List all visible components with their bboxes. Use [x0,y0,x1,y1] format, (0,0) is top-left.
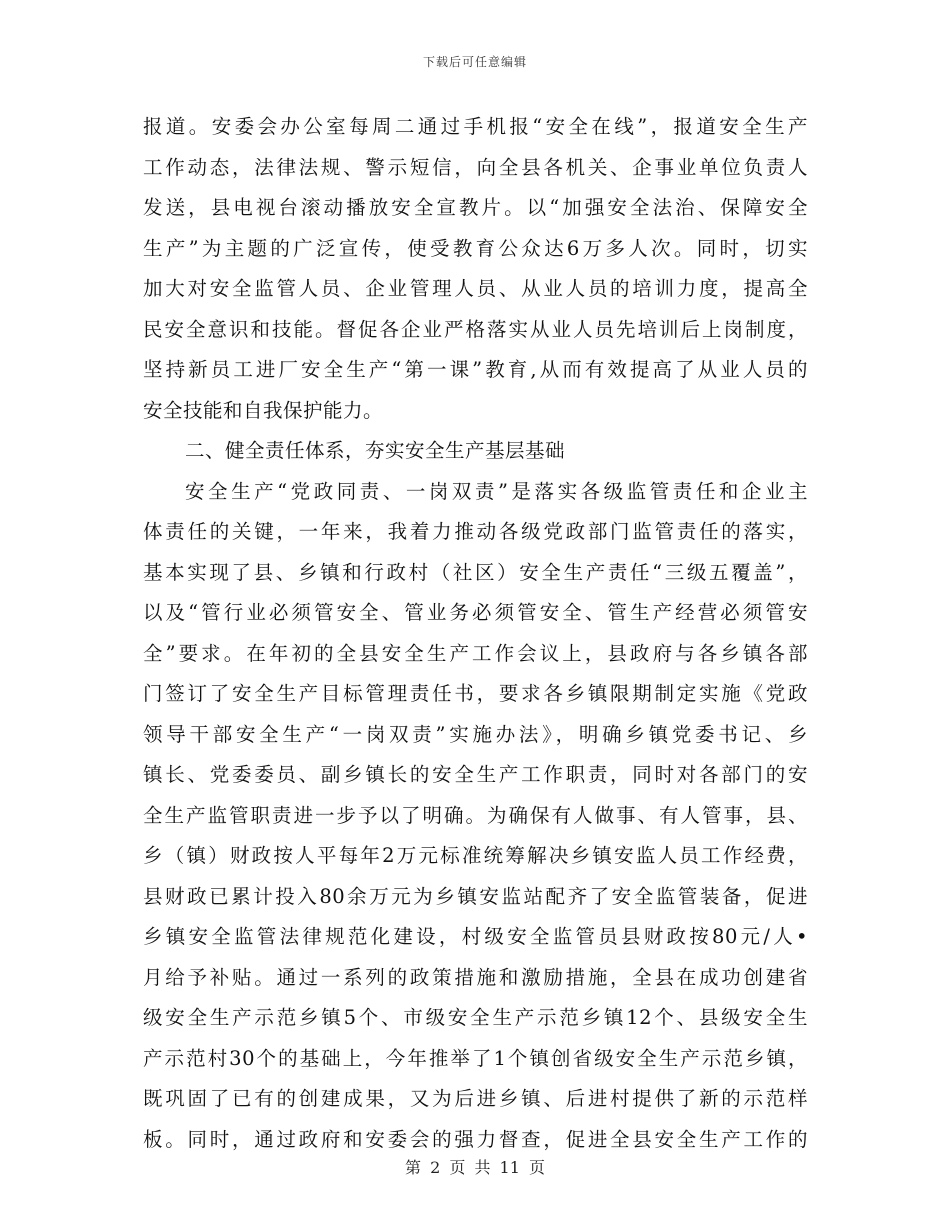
page-header: 下载后可任意编辑 [422,55,527,69]
text-line: 乡镇安全监管法律规范化建设，村级安全监管员县财政按80元/人• [143,925,808,948]
text-line: 产示范村30个的基础上，今年推举了1个镇创省级安全生产示范乡镇， [143,1046,808,1070]
text-line: 板。同时，通过政府和安委会的强力督查，促进全县安全生产工作的 [143,1127,808,1151]
text-line: 生产”为主题的广泛宣传，使受教育公众达6万多人次。同时，切实 [143,236,808,260]
text-line: 报道。安委会办公室每周二通过手机报“安全在线”，报道安全生产 [143,115,808,138]
text-line: 门签订了安全生产目标管理责任书，要求各乡镇限期制定实施《党政 [143,682,808,705]
text-line: 全”要求。在年初的全县安全生产工作会议上，县政府与各乡镇各部 [143,641,808,665]
text-line: 乡（镇）财政按人平每年2万元标准统筹解决乡镇安监人员工作经费， [143,844,808,867]
text-line: 县财政已累计投入80余万元为乡镇安监站配齐了安全监管装备，促进 [143,884,808,908]
text-line: 民安全意识和技能。督促各企业严格落实从业人员先培训后上岗制度， [143,317,808,341]
text-line: 发送，县电视台滚动播放安全宣教片。以“加强安全法治、保障安全 [143,196,808,219]
text-line: 安全技能和自我保护能力。 [143,398,384,422]
text-line: 级安全生产示范乡镇5个、市级安全生产示范乡镇12个、县级安全生 [143,1006,808,1029]
text-line: 全生产监管职责进一步予以了明确。为确保有人做事、有人管事，县、 [143,803,808,827]
page-number: 第 2 页 共 11 页 [405,1158,545,1177]
text-line: 工作动态，法律法规、警示短信，向全县各机关、企事业单位负责人 [143,155,808,179]
text-line: 体责任的关键，一年来，我着力推动各级党政部门监管责任的落实， [143,520,808,543]
text-line: 既巩固了已有的创建成果，又为后进乡镇、后进村提供了新的示范样 [143,1087,808,1110]
text-line: 领导干部安全生产“一岗双责”实施办法》，明确乡镇党委书记、乡 [143,722,808,746]
section-heading: 二、健全责任体系，夯实安全生产基层基础 [185,439,566,462]
text-line: 基本实现了县、乡镇和行政村（社区）安全生产责任“三级五覆盖”， [143,560,808,584]
text-line: 月给予补贴。通过一系列的政策措施和激励措施，全县在成功创建省 [143,965,808,989]
text-line: 以及“管行业必须管安全、管业务必须管安全、管生产经营必须管安 [143,601,808,624]
text-line: 镇长、党委委员、副乡镇长的安全生产工作职责，同时对各部门的安 [143,763,808,786]
text-line: 加大对安全监管人员、企业管理人员、从业人员的培训力度，提高全 [143,277,808,300]
text-line: 安全生产“党政同责、一岗双责”是落实各级监管责任和企业主 [185,479,808,503]
document-body [143,107,808,1160]
text-line: 坚持新员工进厂安全生产“第一课”教育,从而有效提高了从业人员的 [143,358,808,381]
